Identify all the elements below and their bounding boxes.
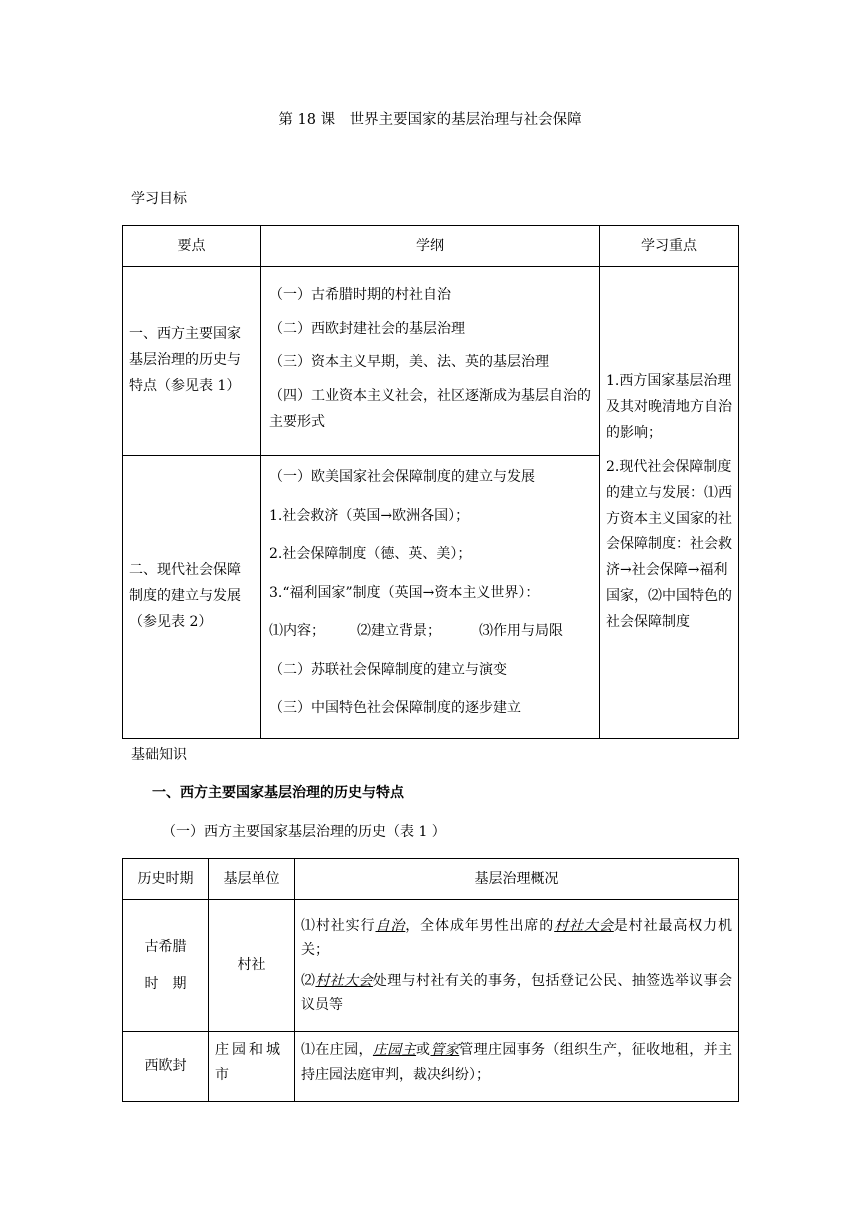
key-point-cell: 一、西方主要国家基层治理的历史与特点（参见表 1） [123,267,261,456]
outline-item: 2.社会保障制度（德、英、美）； [269,546,472,563]
outline-item: （二）西欧封建社会的基层治理 [269,320,465,337]
basic-knowledge-heading: 基础知识 [131,747,187,763]
overview-item: ⑵村社大会处理与村社有关的事务，包括登记公民、抽签选举议事会议员等 [301,972,733,1013]
learning-goals-table [122,225,739,739]
outline-item: （一）古希腊时期的村社自治 [269,287,451,304]
key-term: 庄园主 [372,1042,417,1058]
overview-item: ⑴村社实行自治，全体成年男性出席的村社大会是村社最高权力机关； [301,917,733,958]
header-key-points: 要点 [123,226,261,267]
outline-item: 3.“福利国家”制度（英国→资本主义世界）： [269,584,540,601]
focus-item: 2.现代社会保障制度的建立与发展：⑴西方资本主义国家的社会保障制度：社会救济→社会保障→福利国家，⑵中国特色的社会保障制度 [606,458,732,631]
outline-subitem: ⑵建立背景； [357,623,441,640]
header-unit: 基层单位 [209,859,295,900]
table-row [123,267,739,456]
learning-goals-heading: 学习目标 [131,191,187,207]
governance-history-table [122,858,739,1102]
outline-item: （三）中国特色社会保障制度的逐步建立 [269,700,521,717]
overview-item: ⑴在庄园，庄园主或管家管理庄园事务（组织生产，征收地租，并主持庄园法庭审判，裁决纠纷）； [301,1042,733,1083]
outline-item: 1.社会救济（英国→欧洲各国）； [269,507,470,524]
overview-cell [295,1032,739,1102]
period-cell: 西欧封 [123,1032,209,1102]
page-title: 第 18 课 世界主要国家的基层治理与社会保障 [278,112,582,128]
header-outline: 学纲 [261,226,600,267]
outline-subitem: ⑴内容； [269,623,325,640]
unit-cell: 村社 [209,900,295,1032]
table-header-row [123,859,739,900]
focus-cell [600,267,739,739]
outline-item: （二）苏联社会保障制度的建立与演变 [269,661,507,678]
period-cell: 古希腊 时 期 [123,900,209,1032]
key-point-cell: 二、现代社会保障制度的建立与发展（参见表 2） [123,456,261,739]
outline-cell [261,456,600,739]
header-overview: 基层治理概况 [295,859,739,900]
overview-cell [295,900,739,1032]
key-term: 村社大会 [315,972,373,989]
table-caption: （一）西方主要国家基层治理的历史（表 1 ） [162,824,446,840]
outline-item: （一）欧美国家社会保障制度的建立与发展 [269,468,535,485]
outline-item: （三）资本主义早期，美、法、英的基层治理 [269,354,549,371]
outline-item: （四）工业资本主义社会，社区逐渐成为基层自治的主要形式 [269,387,591,431]
outline-cell [261,267,600,456]
key-term: 自治 [375,917,406,934]
table-row [123,900,739,1032]
table-row [123,1032,739,1102]
section-heading: 一、西方主要国家基层治理的历史与特点 [152,785,404,801]
outline-subitem: ⑶作用与局限 [479,623,563,640]
focus-item: 1.西方国家基层治理及其对晚清地方自治的影响； [606,373,732,441]
unit-cell: 庄园和城市 [209,1032,295,1102]
key-term: 村社大会 [554,917,614,934]
header-focus: 学习重点 [600,226,739,267]
outline-subitems [261,618,599,645]
table-header-row [123,226,739,267]
header-period: 历史时期 [123,859,209,900]
key-term: 管家 [430,1042,460,1058]
